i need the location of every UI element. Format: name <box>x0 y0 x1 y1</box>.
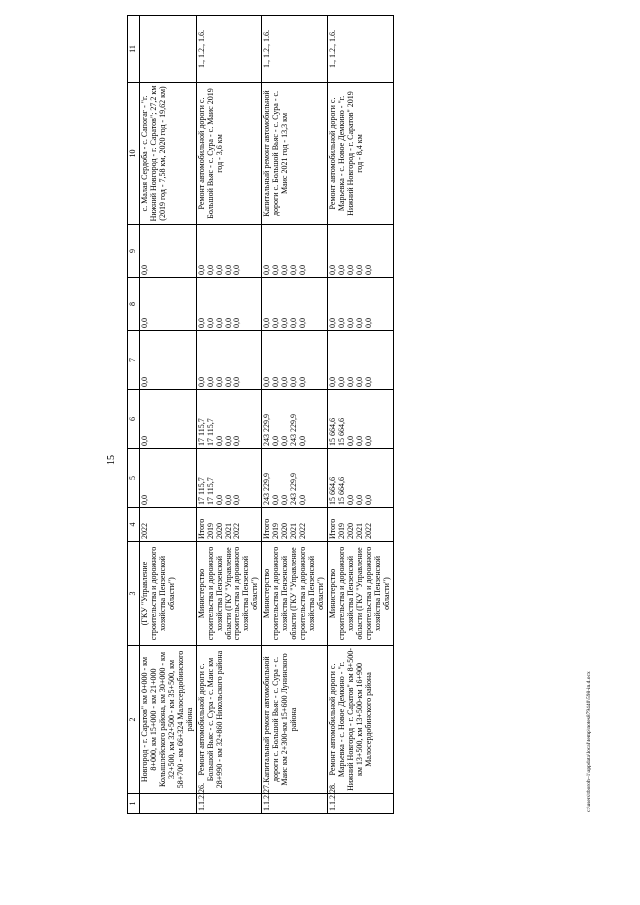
total-funding <box>328 449 394 508</box>
header-cell-1: 1 <box>128 794 140 814</box>
regional-budget-line: 0,0 <box>298 436 308 446</box>
other-sources-line: 0,0 <box>205 265 215 275</box>
regional-budget-line: 0,0 <box>139 436 149 446</box>
regional-budget <box>139 390 196 449</box>
federal-budget <box>328 331 394 390</box>
other-sources-line: 0,0 <box>196 265 206 275</box>
total-funding-line: 15 664,6 <box>336 477 346 505</box>
total-funding-line: 0,0 <box>139 495 149 505</box>
total-funding-line: 0,0 <box>363 495 373 505</box>
other-sources-line: 0,0 <box>336 265 346 275</box>
measure-name: Ремонт автомобильной дороги с. Большой Вьяс - с. Сура - с. Маис км 28+990 - км 32+860 Никольского района <box>196 646 262 794</box>
federal-budget-line: 0,0 <box>336 377 346 387</box>
local-budget-line: 0,0 <box>139 318 149 328</box>
other-sources-line: 0,0 <box>139 265 149 275</box>
total-funding-line: 15 664,6 <box>328 477 338 505</box>
header-cell-10: 10 <box>128 83 140 225</box>
table-row <box>196 16 262 814</box>
local-budget-line: 0,0 <box>298 318 308 328</box>
federal-budget-line: 0,0 <box>328 377 338 387</box>
executor: Министерство строительства и дорожного хозяйства Пензенской области (ГКУ "Управление строительства и дорожного хозяйства Пензенской области") <box>196 542 262 646</box>
regional-budget <box>262 390 328 449</box>
total-funding-line: 17 115,7 <box>205 477 215 505</box>
table-row <box>139 16 196 814</box>
regional-budget-line: 0,0 <box>354 436 364 446</box>
regional-budget-line: 17 115,7 <box>205 418 215 446</box>
expected-result: Капитальный ремонт автомобильной дороги с. Большой Вьяс - с. Сура - с. Маис 2021 год - 13,3 км <box>262 83 328 225</box>
local-budget-line: 0,0 <box>289 318 299 328</box>
total-funding-line: 0,0 <box>271 495 281 505</box>
header-cell-8: 8 <box>128 278 140 331</box>
federal-budget <box>262 331 328 390</box>
federal-budget-line: 0,0 <box>223 377 233 387</box>
header-cell-2: 2 <box>128 646 140 794</box>
footer-file-path: c:\users\tboroh~1\appdata\local\temp\notes879440\598-in.d.ocx <box>586 671 592 812</box>
other-sources <box>328 225 394 278</box>
year-list-line: 2019 <box>271 523 281 539</box>
other-sources-line: 0,0 <box>289 265 299 275</box>
local-budget-line: 0,0 <box>223 318 233 328</box>
total-funding-line: 17 115,7 <box>196 477 206 505</box>
year-list <box>139 508 196 542</box>
header-cell-6: 6 <box>128 390 140 449</box>
total-funding-line: 0,0 <box>232 495 242 505</box>
federal-budget-line: 0,0 <box>232 377 242 387</box>
indicator-link: 1., 1.2., 1.6. <box>196 16 262 83</box>
local-budget <box>139 278 196 331</box>
local-budget <box>328 278 394 331</box>
other-sources-line: 0,0 <box>223 265 233 275</box>
other-sources-line: 0,0 <box>328 265 338 275</box>
regional-budget-line: 0,0 <box>214 436 224 446</box>
federal-budget-line: 0,0 <box>345 377 355 387</box>
local-budget-line: 0,0 <box>271 318 281 328</box>
header-cell-4: 4 <box>128 508 140 542</box>
local-budget-line: 0,0 <box>232 318 242 328</box>
other-sources-line: 0,0 <box>262 265 272 275</box>
measure-name: Новгород - г. Саратов" км 0+000 - км 8+000, км 15+000 - км 21+000 Колышлейского района, км 30+000 - км 32+500, км 32+500 - км 35+500, км 58+700 - км 66+324 Малосердобинского района <box>139 646 196 794</box>
regional-budget <box>328 390 394 449</box>
year-list-line: 2019 <box>205 523 215 539</box>
year-list-line: 2022 <box>363 523 373 539</box>
local-budget-line: 0,0 <box>214 318 224 328</box>
total-funding-line: 0,0 <box>298 495 308 505</box>
regional-budget-line: 0,0 <box>345 436 355 446</box>
regional-budget-line: 0,0 <box>232 436 242 446</box>
row-number <box>139 794 196 814</box>
header-cell-7: 7 <box>128 331 140 390</box>
other-sources <box>139 225 196 278</box>
local-budget-line: 0,0 <box>363 318 373 328</box>
federal-budget-line: 0,0 <box>262 377 272 387</box>
header-row <box>128 16 140 814</box>
header-cell-3: 3 <box>128 542 140 646</box>
local-budget-line: 0,0 <box>328 318 338 328</box>
year-list-line: Итого <box>196 518 206 539</box>
year-list-line: Итого <box>262 518 272 539</box>
executor: Министерство строительства и дорожного хозяйства Пензенской области (ГКУ "Управление строительства и дорожного хозяйства Пензенской области") <box>262 542 328 646</box>
local-budget-line: 0,0 <box>196 318 206 328</box>
total-funding-line: 0,0 <box>280 495 290 505</box>
table-row <box>262 16 328 814</box>
regional-budget <box>196 390 262 449</box>
other-sources-line: 0,0 <box>354 265 364 275</box>
federal-budget-line: 0,0 <box>139 377 149 387</box>
other-sources <box>196 225 262 278</box>
measure-name: Капитальный ремонт автомобильной дороги с. Большой Вьяс - с. Сура - с. Маис км 2+300-км 15+600 Лунинского района <box>262 646 328 794</box>
indicator-link: 1., 1.2., 1.6. <box>262 16 328 83</box>
year-list-line: 2022 <box>139 523 149 539</box>
indicator-link: 1., 1.2., 1.6. <box>328 16 394 83</box>
regional-budget-line: 243 229,9 <box>289 414 299 446</box>
other-sources-line: 0,0 <box>298 265 308 275</box>
local-budget-line: 0,0 <box>205 318 215 328</box>
executor: Министерство строительства и дорожного хозяйства Пензенской области (ГКУ "Управление строительства и дорожного хозяйства Пензенской области") <box>328 542 394 646</box>
table-row <box>328 16 394 814</box>
other-sources-line: 0,0 <box>232 265 242 275</box>
year-list-line: 2021 <box>354 523 364 539</box>
total-funding <box>262 449 328 508</box>
total-funding <box>139 449 196 508</box>
row-number: 1.1.2.28. <box>328 794 394 814</box>
year-list <box>262 508 328 542</box>
year-list-line: 2021 <box>289 523 299 539</box>
total-funding-line: 0,0 <box>223 495 233 505</box>
regional-budget-line: 15 664,6 <box>336 418 346 446</box>
year-list-line: 2022 <box>232 523 242 539</box>
other-sources-line: 0,0 <box>363 265 373 275</box>
row-number: 1.1.2.26. <box>196 794 262 814</box>
expected-result: с. Малая Сердоба - с. Сапогаг - "г. Нижний Новгород - г. Саратов"; 27,2 км (2019 год - 7,58 км, 2020 год - 19,62 км) <box>139 83 196 225</box>
federal-budget <box>196 331 262 390</box>
year-list-line: 2019 <box>336 523 346 539</box>
year-list-line: Итого <box>328 518 338 539</box>
local-budget-line: 0,0 <box>345 318 355 328</box>
executor: (ГКУ "Управление строительства и дорожного хозяйства Пензенской области") <box>139 542 196 646</box>
regional-budget-line: 0,0 <box>271 436 281 446</box>
total-funding-line: 243 229,9 <box>262 473 272 505</box>
other-sources-line: 0,0 <box>214 265 224 275</box>
other-sources-line: 0,0 <box>271 265 281 275</box>
federal-budget-line: 0,0 <box>196 377 206 387</box>
measure-name: Ремонт автомобильной дороги с. Марьевка - с. Новое Демкино - "г. Нижний Новгород - г. Саратов" км 8+500-км 13+500, км 13+500-км 16+900 Малосердобинского района <box>328 646 394 794</box>
total-funding-line: 0,0 <box>214 495 224 505</box>
regional-budget-line: 15 664,6 <box>328 418 338 446</box>
other-sources-line: 0,0 <box>345 265 355 275</box>
header-cell-11: 11 <box>128 16 140 83</box>
federal-budget <box>139 331 196 390</box>
local-budget <box>196 278 262 331</box>
header-cell-9: 9 <box>128 225 140 278</box>
federal-budget-line: 0,0 <box>354 377 364 387</box>
regional-budget-line: 0,0 <box>280 436 290 446</box>
total-funding-line: 0,0 <box>345 495 355 505</box>
total-funding <box>196 449 262 508</box>
local-budget <box>262 278 328 331</box>
indicator-link <box>139 16 196 83</box>
year-list <box>328 508 394 542</box>
federal-budget-line: 0,0 <box>280 377 290 387</box>
local-budget-line: 0,0 <box>280 318 290 328</box>
year-list-line: 2020 <box>345 523 355 539</box>
program-table <box>127 15 394 814</box>
local-budget-line: 0,0 <box>336 318 346 328</box>
federal-budget-line: 0,0 <box>214 377 224 387</box>
regional-budget-line: 0,0 <box>363 436 373 446</box>
header-cell-5: 5 <box>128 449 140 508</box>
expected-result: Ремонт автомобильной дороги с. Большой Вьяс - с. Сура - с. Маис 2019 год - 3,6 км <box>196 83 262 225</box>
row-number: 1.1.2.27. <box>262 794 328 814</box>
year-list-line: 2020 <box>214 523 224 539</box>
year-list <box>196 508 262 542</box>
other-sources-line: 0,0 <box>280 265 290 275</box>
regional-budget-line: 0,0 <box>223 436 233 446</box>
federal-budget-line: 0,0 <box>298 377 308 387</box>
federal-budget-line: 0,0 <box>289 377 299 387</box>
total-funding-line: 0,0 <box>354 495 364 505</box>
other-sources <box>262 225 328 278</box>
regional-budget-line: 243 229,9 <box>262 414 272 446</box>
local-budget-line: 0,0 <box>262 318 272 328</box>
federal-budget-line: 0,0 <box>205 377 215 387</box>
federal-budget-line: 0,0 <box>363 377 373 387</box>
total-funding-line: 243 229,9 <box>289 473 299 505</box>
year-list-line: 2020 <box>280 523 290 539</box>
federal-budget-line: 0,0 <box>271 377 281 387</box>
page-number: 15 <box>106 455 117 465</box>
local-budget-line: 0,0 <box>354 318 364 328</box>
year-list-line: 2022 <box>298 523 308 539</box>
year-list-line: 2021 <box>223 523 233 539</box>
regional-budget-line: 17 115,7 <box>196 418 206 446</box>
expected-result: Ремонт автомобильной дороги с. Марьевка - с. Новое Демкино - "г. Нижний Новгород - г. Саратов" 2019 год - 8,4 км <box>328 83 394 225</box>
table-body <box>128 16 394 814</box>
